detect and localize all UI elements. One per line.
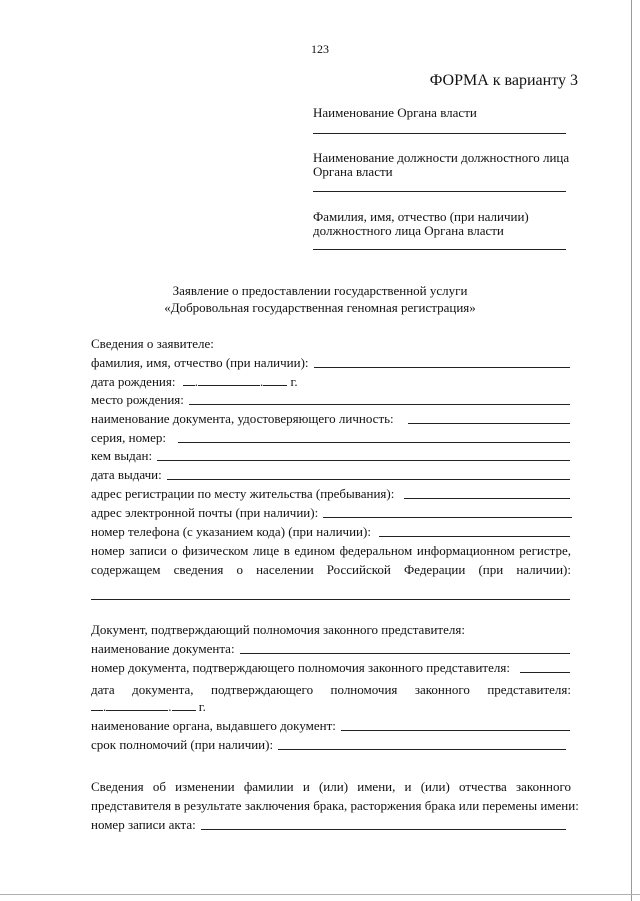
representative-heading: Документ, подтверждающий полномочия законного представителя: — [91, 622, 465, 637]
rep-doc-day-field[interactable] — [91, 699, 103, 711]
rep-doc-date-row: . . г. — [91, 699, 206, 714]
authority-name-label: Наименование Органа власти — [313, 105, 477, 120]
series-number-row — [91, 430, 570, 445]
birth-day-field[interactable] — [183, 374, 195, 386]
rep-issuer-label: наименование органа, выдавшего документ: — [91, 718, 336, 733]
full-name-label: фамилия, имя, отчество (при наличии): — [91, 355, 309, 370]
birth-date-row: дата рождения: . . г. — [91, 374, 298, 389]
issued-by-row — [91, 448, 570, 463]
email-row — [91, 505, 572, 520]
rep-doc-year-field[interactable] — [172, 699, 196, 711]
rep-doc-name-field[interactable] — [240, 642, 570, 654]
birth-year-field[interactable] — [263, 374, 287, 386]
applicant-heading: Сведения о заявителе: — [91, 336, 214, 351]
issued-by-label: кем выдан: — [91, 448, 153, 463]
email-label: адрес электронной почты (при наличии): — [91, 505, 319, 520]
phone-row — [91, 524, 570, 539]
rep-doc-name-row — [91, 641, 570, 656]
birth-place-field[interactable] — [189, 393, 570, 405]
document-title-line-2: «Добровольная государственная геномная регистрация» — [164, 300, 476, 315]
page-edge-right — [631, 0, 632, 901]
rep-doc-name-label: наименование документа: — [91, 641, 235, 656]
register-field[interactable] — [91, 599, 570, 600]
register-line-2: содержащем сведения о населении Российской Федерации (при наличии): — [91, 562, 571, 577]
official-position-label-2: Органа власти — [313, 164, 393, 179]
authority-name-line[interactable] — [313, 133, 566, 134]
rep-doc-number-label: номер документа, подтверждающего полномочия законного представителя: — [91, 660, 510, 675]
phone-field[interactable] — [379, 525, 570, 537]
birth-month-field[interactable] — [198, 374, 260, 386]
series-number-label: серия, номер: — [91, 430, 166, 445]
id-document-row — [91, 411, 570, 426]
full-name-field[interactable] — [314, 356, 570, 368]
document-title-line-1: Заявление о предоставлении государственной услуги — [172, 283, 468, 298]
series-number-field[interactable] — [178, 431, 570, 443]
name-change-line-2: представителя в результате заключения брака, расторжения брака или перемены имени: — [91, 798, 579, 813]
rep-term-field[interactable] — [278, 738, 566, 750]
birth-date-suffix: г. — [290, 374, 298, 389]
birth-place-label: место рождения: — [91, 392, 184, 407]
page-number: 123 — [311, 42, 329, 56]
rep-term-row — [91, 737, 566, 752]
rep-doc-number-field[interactable] — [520, 661, 570, 673]
rep-term-label: срок полномочий (при наличии): — [91, 737, 274, 752]
register-line-1: номер записи о физическом лице в едином федеральном информационном регистре, — [91, 543, 571, 558]
page-edge-bottom — [0, 894, 640, 895]
name-change-line-1: Сведения об изменении фамилии и (или) имени, и (или) отчества законного — [91, 779, 571, 794]
reg-address-field[interactable] — [404, 487, 570, 499]
birth-date-label: дата рождения: — [91, 374, 176, 389]
official-position-line[interactable] — [313, 191, 566, 192]
act-number-row — [91, 817, 566, 832]
rep-doc-date-label: дата документа, подтверждающего полномочия законного представителя: — [91, 682, 571, 697]
birth-place-row — [91, 392, 570, 407]
act-number-field[interactable] — [201, 818, 566, 830]
official-name-label-1: Фамилия, имя, отчество (при наличии) — [313, 209, 529, 224]
issued-by-field[interactable] — [157, 449, 570, 461]
rep-doc-month-field[interactable] — [106, 699, 168, 711]
official-name-label-2: должностного лица Органа власти — [313, 223, 504, 238]
phone-label: номер телефона (с указанием кода) (при наличии): — [91, 524, 371, 539]
rep-doc-date-suffix: г. — [198, 699, 206, 714]
official-name-line[interactable] — [313, 249, 566, 250]
id-document-field[interactable] — [408, 412, 570, 424]
issue-date-field[interactable] — [167, 468, 570, 480]
official-position-label-1: Наименование должности должностного лица — [313, 150, 570, 165]
full-name-row — [91, 355, 570, 370]
issue-date-label: дата выдачи: — [91, 467, 162, 482]
reg-address-label: адрес регистрации по месту жительства (пребывания): — [91, 486, 395, 501]
act-number-label: номер записи акта: — [91, 817, 196, 832]
rep-doc-number-row — [91, 660, 570, 675]
reg-address-row — [91, 486, 570, 501]
issue-date-row — [91, 467, 570, 482]
rep-issuer-row — [91, 718, 570, 733]
form-title: ФОРМА к варианту 3 — [429, 72, 578, 89]
id-document-label: наименование документа, удостоверяющего личность: — [91, 411, 394, 426]
rep-issuer-field[interactable] — [341, 719, 570, 731]
email-field[interactable] — [323, 506, 572, 518]
